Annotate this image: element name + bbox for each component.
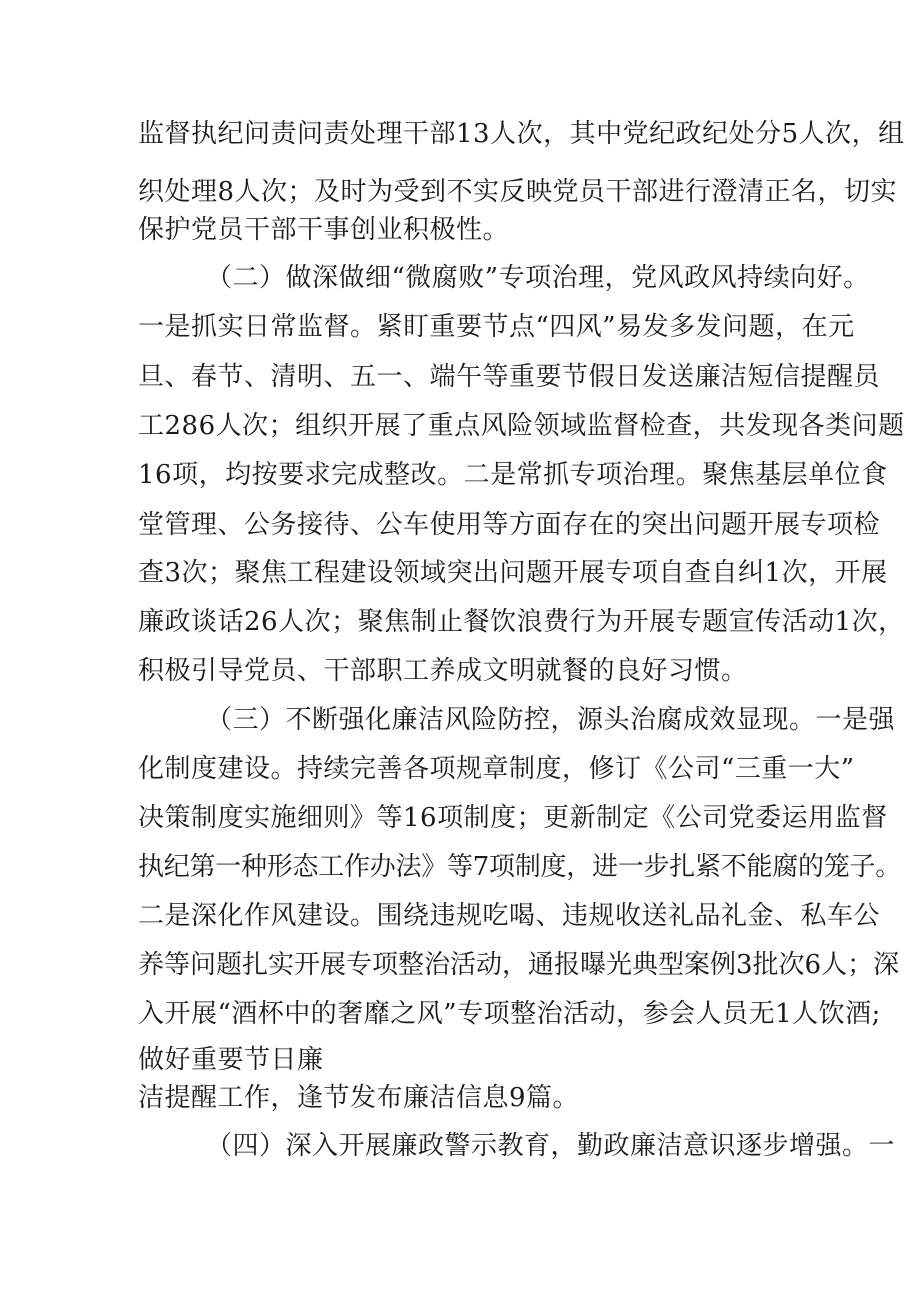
text-line: 洁提醒工作，逢节发布廉洁信息9篇。 [138,1083,580,1113]
paragraph-heading: （四）深入开展廉政警示教育，勤政廉洁意识逐步增强。一 [206,1131,896,1161]
text-line: 查3次；聚焦工程建设领域突出问题开展专项自查自纠1次，开展 [138,558,888,588]
text-line: 执纪第一种形态工作办法》等7项制度，进一步扎紧不能腐的笼子。 [138,852,902,882]
paragraph-heading: （二）做深做细“微腐败”专项治理，党风政风持续向好。 [206,263,870,293]
text-line: 工286人次；组织开展了重点风险领域监督检查，共发现各类问题 [138,411,905,441]
text-line: 廉政谈话26人次；聚焦制止餐饮浪费行为开展专题宣传活动1次， [138,607,905,637]
text-line: 养等问题扎实开展专项整治活动，通报曝光典型案例3批次6人；深 [138,950,900,980]
text-line: 二是深化作风建设。围绕违规吃喝、违规收送礼品礼金、私车公 [138,901,881,931]
text-line: 监督执纪问责问责处理干部13人次，其中党纪政纪处分5人次，组 [138,119,905,149]
text-line: 织处理8人次；及时为受到不实反映党员干部进行澄清正名，切实 [138,177,898,207]
text-line: 堂管理、公务接待、公车使用等方面存在的突出问题开展专项检 [138,510,881,540]
text-line: 保护党员干部干事创业积极性。 [138,215,510,245]
text-line: 积极引导党员、干部职工养成文明就餐的良好习惯。 [138,656,748,686]
text-line: 入开展“酒杯中的奢靡之风”专项整治活动，参会人员无1人饮酒; [138,999,881,1029]
text-line: 做好重要节日廉 [138,1045,324,1075]
paragraph-heading: （三）不断强化廉洁风险防控，源头治腐成效显现。一是强 [206,705,896,735]
text-line: 16项，均按要求完成整改。二是常抓专项治理。聚焦基层单位食 [138,460,888,490]
text-line: 一是抓实日常监督。紧盯重要节点“四风”易发多发问题，在元 [138,312,855,342]
text-line: 决策制度实施细则》等16项制度；更新制定《公司党委运用监督 [138,803,888,833]
text-line: 化制度建设。持续完善各项规章制度，修订《公司“三重一大” [138,754,855,784]
text-line: 旦、春节、清明、五一、端午等重要节假日发送廉洁短信提醒员 [138,362,881,392]
